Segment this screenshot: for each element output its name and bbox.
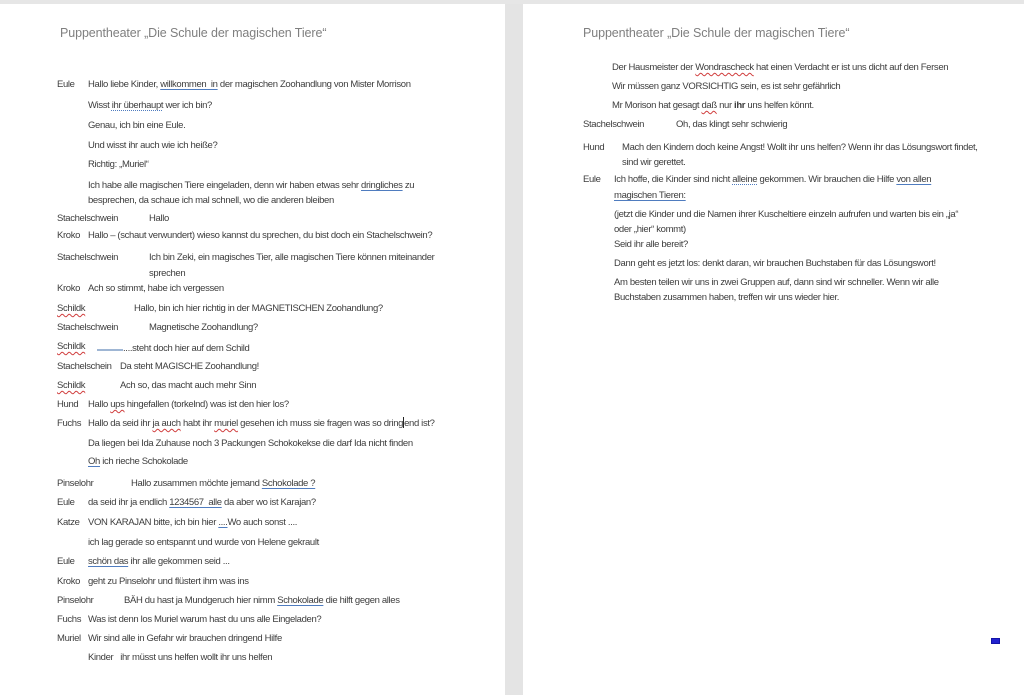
script-line[interactable] [0, 594, 505, 607]
script-line[interactable] [523, 257, 1024, 270]
dialogue-text: Ach so, das macht auch mehr Sinn [120, 380, 257, 391]
dialogue-text: Da liegen bei Ida Zuhause noch 3 Packungen Schokokekse die darf Ida nicht finden [88, 438, 413, 449]
script-line[interactable] [0, 282, 505, 295]
script-line[interactable] [0, 360, 505, 373]
dialogue-text: Hallo da seid ihr ja auch habt ihr muriel gesehen ich muss sie fragen was so dringend ist? [88, 418, 435, 429]
script-line[interactable] [0, 212, 505, 225]
dialogue-text: Da steht MAGISCHE Zoohandlung! [120, 361, 259, 372]
speaker-label: Pinselohr [57, 595, 94, 606]
script-line[interactable] [0, 139, 505, 152]
script-line[interactable] [0, 613, 505, 626]
document-title: Puppentheater „Die Schule der magischen Tiere“ [60, 26, 327, 40]
dialogue-text: sind wir gerettet. [622, 157, 686, 168]
script-line[interactable] [523, 61, 1024, 74]
dialogue-text: Wir sind alle in Gefahr wir brauchen dringend Hilfe [88, 633, 282, 644]
speaker-label: Katze [57, 517, 80, 528]
speaker-label: Stachelschein [57, 361, 112, 372]
dialogue-text: Kinder ihr müsst uns helfen wollt ihr uns helfen [88, 652, 273, 663]
script-line[interactable] [0, 78, 505, 91]
script-line[interactable] [0, 398, 505, 411]
script-line[interactable] [0, 251, 505, 264]
speaker-label: Eule [57, 79, 75, 90]
dialogue-text: Richtig: „Muriel“ [88, 159, 149, 170]
dialogue-text: Mr Morison hat gesagt daß nur ihr uns helfen könnt. [612, 100, 814, 111]
dialogue-text: Ich hoffe, die Kinder sind nicht alleine gekommen. Wir brauchen die Hilfe von allen [614, 174, 932, 185]
speaker-label: Schildk [57, 303, 86, 314]
dialogue-text: Hallo zusammen möchte jemand Schokolade ? [131, 478, 316, 489]
dialogue-text: magischen Tieren: [614, 190, 686, 201]
script-line[interactable] [0, 632, 505, 645]
script-line[interactable] [0, 99, 505, 112]
dialogue-text: Dann geht es jetzt los: denkt daran, wir brauchen Buchstaben für das Lösungswort! [614, 258, 936, 269]
script-line[interactable] [523, 80, 1024, 93]
script-line[interactable] [0, 516, 505, 529]
dialogue-text: Ach so stimmt, habe ich vergessen [88, 283, 224, 294]
script-line[interactable] [523, 118, 1024, 131]
blank-underline [97, 340, 123, 351]
document-page-left[interactable] [0, 0, 505, 695]
script-line[interactable] [523, 99, 1024, 112]
speaker-label: Stachelschwein [57, 322, 119, 333]
dialogue-text: Wir müssen ganz VORSICHTIG sein, es ist sehr gefährlich [612, 81, 841, 92]
speaker-label: Stachelschwein [583, 119, 645, 130]
bookmark-indicator [991, 638, 1000, 644]
script-line[interactable] [0, 536, 505, 549]
speaker-label: Fuchs [57, 418, 82, 429]
dialogue-text: (jetzt die Kinder und die Namen ihrer Kuscheltiere einzeln aufrufen und warten bis ein „ja“ [614, 209, 959, 220]
script-line[interactable] [523, 173, 1024, 186]
script-line[interactable] [0, 477, 505, 490]
script-line[interactable] [0, 158, 505, 171]
dialogue-text: Mach den Kindern doch keine Angst! Wollt ihr uns helfen? Wenn ihr das Lösungswort findet, [622, 142, 978, 153]
speaker-label: Kroko [57, 283, 81, 294]
script-line[interactable] [0, 455, 505, 468]
dialogue-text: Magnetische Zoohandlung? [149, 322, 258, 333]
script-line[interactable] [523, 189, 1024, 202]
script-line[interactable] [523, 141, 1024, 154]
script-line[interactable] [523, 156, 1024, 169]
script-line[interactable] [523, 223, 1024, 236]
dialogue-text: Ich habe alle magischen Tiere eingeladen, denn wir haben etwas sehr dringliches zu [88, 180, 415, 191]
dialogue-text: Was ist denn los Muriel warum hast du uns alle Eingeladen? [88, 614, 322, 625]
page-gap [505, 0, 523, 695]
script-line[interactable] [523, 276, 1024, 289]
script-line[interactable] [0, 555, 505, 568]
dialogue-text: Und wisst ihr auch wie ich heiße? [88, 140, 218, 151]
script-line[interactable] [523, 291, 1024, 304]
script-line[interactable] [0, 379, 505, 392]
script-line[interactable] [0, 437, 505, 450]
speaker-label: Stachelschwein [57, 252, 119, 263]
dialogue-text: BÄH du hast ja Mundgeruch hier nimm Schokolade die hilft gegen alles [124, 595, 400, 606]
dialogue-text: Wisst ihr überhaupt wer ich bin? [88, 100, 212, 111]
script-line[interactable] [0, 651, 505, 664]
dialogue-text: Hallo liebe Kinder, willkommen in der magischen Zoohandlung von Mister Morrison [88, 79, 411, 90]
speaker-label: Stachelschwein [57, 213, 119, 224]
speaker-label: Hund [57, 399, 79, 410]
speaker-label: Schildk [57, 341, 86, 352]
script-line[interactable] [0, 119, 505, 132]
dialogue-text: Oh ich rieche Schokolade [88, 456, 188, 467]
dialogue-text: Oh, das klingt sehr schwierig [676, 119, 788, 130]
dialogue-text: oder „hier“ kommt) [614, 224, 686, 235]
script-line[interactable] [523, 238, 1024, 251]
dialogue-text: Buchstaben zusammen haben, treffen wir uns wieder hier. [614, 292, 840, 303]
script-line[interactable] [0, 417, 505, 430]
script-line[interactable] [523, 208, 1024, 221]
speaker-label: Schildk [57, 380, 86, 391]
dialogue-text: Hallo ups hingefallen (torkelnd) was ist den hier los? [88, 399, 289, 410]
dialogue-text: VON KARAJAN bitte, ich bin hier ....Wo auch sonst .... [88, 517, 298, 528]
script-line[interactable] [0, 267, 505, 280]
speaker-label: Eule [57, 497, 75, 508]
script-line[interactable] [0, 321, 505, 334]
speaker-label: Kroko [57, 576, 81, 587]
script-line[interactable] [0, 340, 505, 353]
dialogue-text: Hallo [149, 213, 169, 224]
dialogue-text: Ich bin Zeki, ein magisches Tier, alle magischen Tiere können miteinander [149, 252, 435, 263]
dialogue-text: geht zu Pinselohr und flüstert ihm was ins [88, 576, 249, 587]
speaker-label: Eule [57, 556, 75, 567]
dialogue-text: Am besten teilen wir uns in zwei Gruppen auf, dann sind wir schneller. Wenn wir alle [614, 277, 939, 288]
dialogue-text: da seid ihr ja endlich 1234567 alle da aber wo ist Karajan? [88, 497, 316, 508]
speaker-label: Eule [583, 174, 601, 185]
script-line[interactable] [0, 302, 505, 315]
dialogue-text: Der Hausmeister der Wondrascheck hat einen Verdacht er ist uns dicht auf den Fersen [612, 62, 949, 73]
speaker-label: Hund [583, 142, 605, 153]
speaker-label: Fuchs [57, 614, 82, 625]
document-title: Puppentheater „Die Schule der magischen Tiere“ [583, 26, 850, 40]
dialogue-text: Genau, ich bin eine Eule. [88, 120, 186, 131]
dialogue-text: Hallo, bin ich hier richtig in der MAGNETISCHEN Zoohandlung? [134, 303, 383, 314]
window-top-edge [0, 0, 1024, 4]
speaker-label: Muriel [57, 633, 81, 644]
dialogue-text: Hallo – (schaut verwundert) wieso kannst du sprechen, du bist doch ein Stachelschwein? [88, 230, 433, 241]
document-page-right[interactable] [523, 0, 1024, 695]
dialogue-text: schön das ihr alle gekommen seid ... [88, 556, 230, 567]
speaker-label: Kroko [57, 230, 81, 241]
dialogue-text: ich lag gerade so entspannt und wurde von Helene gekrault [88, 537, 319, 548]
script-line[interactable] [0, 179, 505, 192]
script-line[interactable] [0, 194, 505, 207]
dialogue-text: sprechen [149, 268, 186, 279]
script-line[interactable] [0, 575, 505, 588]
speaker-label: Pinselohr [57, 478, 94, 489]
script-line[interactable] [0, 496, 505, 509]
dialogue-text: Seid ihr alle bereit? [614, 239, 688, 250]
dialogue-text: ....steht doch hier auf dem Schild [97, 340, 249, 355]
dialogue-text: besprechen, da schaue ich mal schnell, wo die anderen bleiben [88, 195, 334, 206]
script-line[interactable] [0, 229, 505, 242]
